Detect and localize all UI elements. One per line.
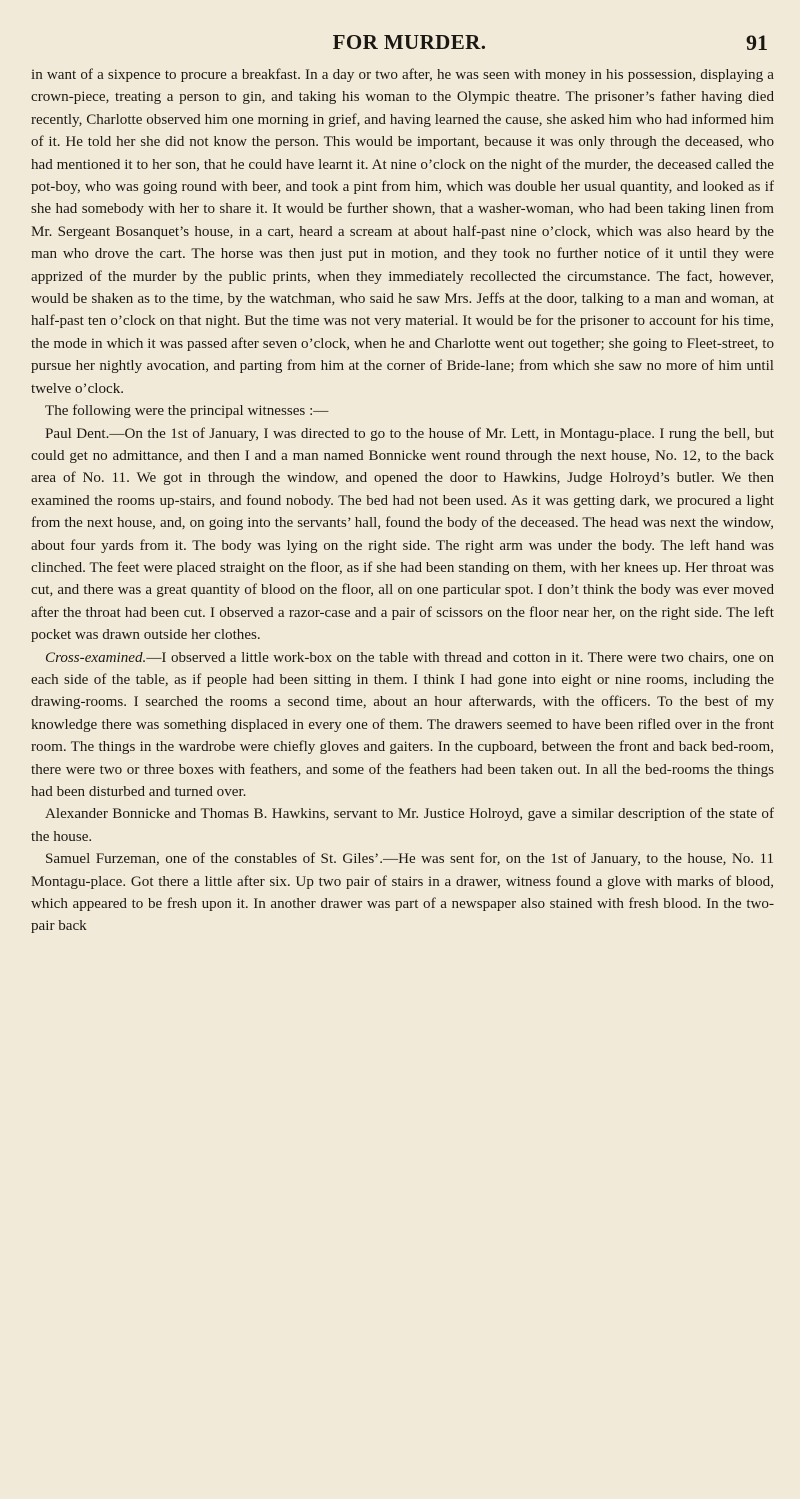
paragraph-opening: in want of a sixpence to procure a breakfast. In a day or two after, he was seen with money in his possession, displaying a crown-piece, treating a person to gin, and taking his woman to the Olympic theatre. The prisoner’s father having died recently, Charlotte observed him one morning in grief, and having learned the cause, she asked him who had informed him of it. He told her she did not know the person. This would be important, because it was only through the deceased, who had mentioned it to her son, that he could have learnt it. At nine o’clock on the night of the murder, the deceased called the pot-boy, who was going round with beer, and took a pint from him, which was double her usual quantity, and looked as if she had somebody with her to share it. It would be further shown, that a washer-woman, who had been taking linen from Mr. Sergeant Bosanquet’s house, in a cart, heard a scream at about half-past nine o’clock, which was also heard by the man who drove the cart. The horse was then just put in motion, and they took no further notice of it until they were apprized of the murder by the public prints, when they immediately recollected the circumstance. The fact, however, would be shaken as to the time, by the watchman, who said he saw Mrs. Jeffs at the door, talking to a man and woman, at half-past ten o’clock on that night. But the time was not very material. It would be for the prisoner to account for his time, the mode in which it was passed after seven o’clock, when he and Charlotte went out together; she going to Fleet-street, to pursue her nightly avocation, and parting from him at the corner of Bride-lane; from which she saw no more of him until twelve o’clock.: [31, 67, 774, 397]
paragraph-furzeman: Samuel Furzeman, one of the constables of St. Giles’.—He was sent for, on the 1st of January, to the house, No. 11 Montagu-place. Got there a little after six. Up two pair of stairs in a drawer, witness found a glove with marks of blood, which appeared to be fresh upon it. In another drawer was part of a newspaper also stained with fresh blood. In the two-pair back: [31, 851, 774, 935]
body-text: [31, 64, 774, 938]
paragraph-witness-intro: The following were the principal witnesses :—: [45, 403, 329, 420]
page-header: [31, 30, 774, 62]
running-title: FOR MURDER.: [332, 30, 487, 54]
cross-examined-lead: Cross-examined.: [45, 649, 147, 666]
cross-examined-text: —I observed a little work-box on the table with thread and cotton in it. There were two chairs, one on each side of the table, as if people had been sitting in them. I think I had gone into eight or nine rooms, including the drawing-rooms. I searched the rooms a second time, about an hour afterwards, with the officers. To the best of my knowledge there was something displaced in every one of them. The drawers seemed to have been rifled over in the front room. The things in the wardrobe were chiefly gloves and gaiters. In the cupboard, between the front and back bed-room, there were two or three boxes with feathers, and some of the feathers had been taken out. In all the bed-rooms the things had been disturbed and turned over.: [31, 649, 774, 800]
paragraph-paul-dent: Paul Dent.—On the 1st of January, I was directed to go to the house of Mr. Lett, in Montagu-place. I rung the bell, but could get no admittance, and then I and a man named Bonnicke went round through the next house, No. 12, to the back area of No. 11. We got in through the window, and opened the door to Hawkins, Judge Holroyd’s butler. We then examined the rooms up-stairs, and found nobody. The bed had not been used. As it was getting dark, we procured a light from the next house, and, on going into the servants’ hall, found the body of the deceased. The head was next the window, about four yards from it. The body was lying on the right side. The right arm was under the body. The left hand was clinched. The feet were placed straight on the floor, as if she had been standing on them, with her knees up. Her throat was cut, and there was a great quantity of blood on the floor, all on one particular spot. I don’t think the body was ever moved after the throat had been cut. I observed a razor-case and a pair of scissors on the floor near her, on the right side. The left pocket was drawn outside her clothes.: [31, 425, 774, 644]
page-number: 91: [746, 30, 768, 55]
paragraph-bonnicke-hawkins: Alexander Bonnicke and Thomas B. Hawkins, servant to Mr. Justice Holroyd, gave a similar description of the state of the house.: [31, 806, 774, 845]
paragraph-cross-examined: [31, 647, 774, 804]
